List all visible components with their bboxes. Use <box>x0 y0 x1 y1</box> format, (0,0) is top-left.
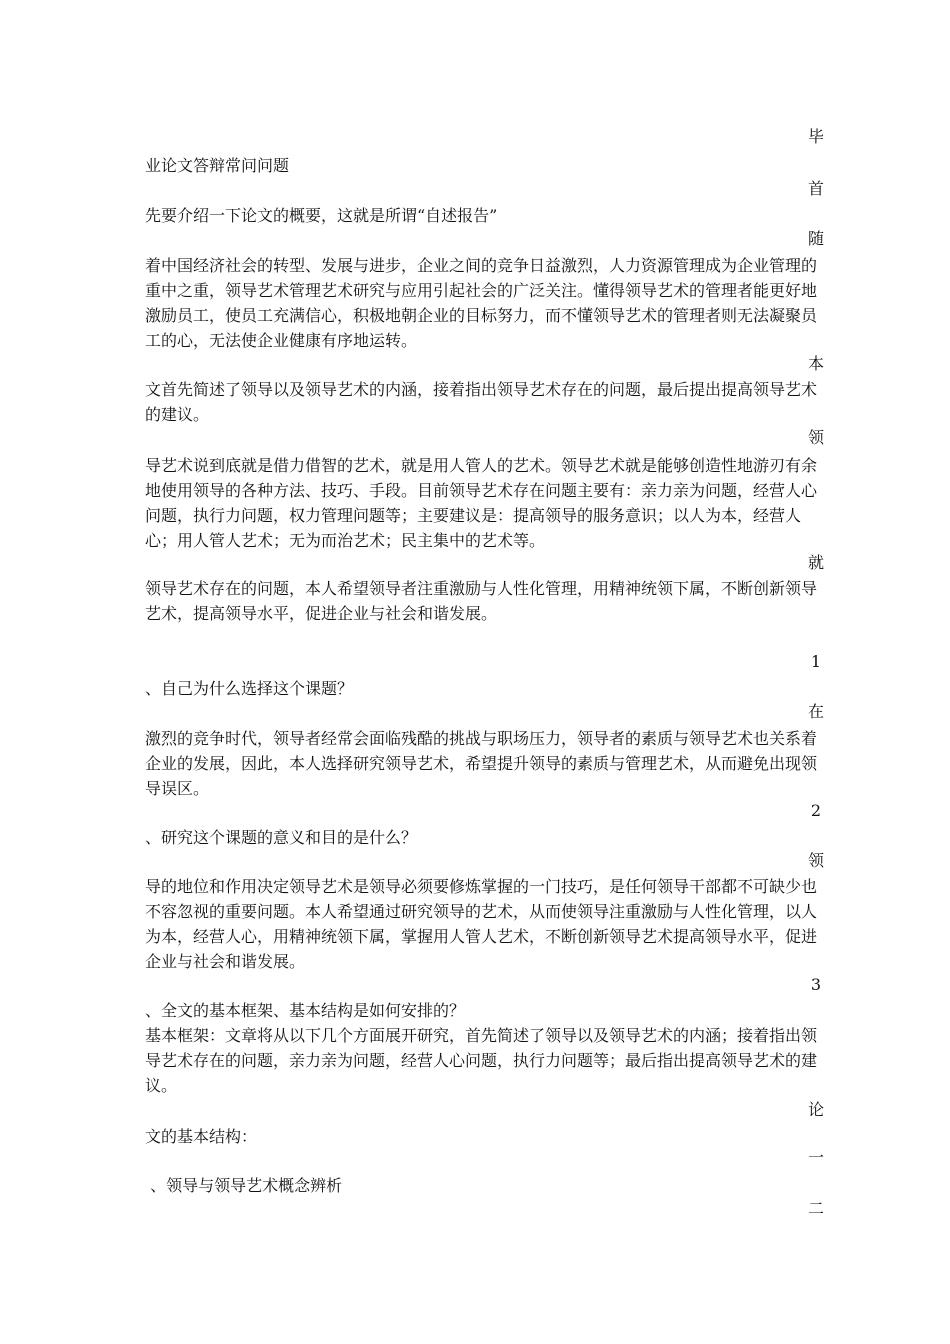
margin-char: 本 <box>807 354 824 373</box>
margin-char: 二 <box>807 1199 824 1218</box>
outline-item: 、领导与领导艺术概念辨析 <box>145 1176 343 1195</box>
answer-1: 激烈的竞争时代，领导者经常会面临残酷的挑战与职场压力，领导者的素质与领导艺术也关系着企业的发展，因此，本人选择研究领导艺术，希望提升领导的素质与管理艺术，从而避免出现领导误区。 <box>145 729 818 798</box>
margin-char: 2 <box>810 801 822 820</box>
paragraph-definition: 导艺术说到底就是借力借智的艺术，就是用人管人的艺术。领导艺术就是能够创造性地游刃有余地使用领导的各种方法、技巧、手段。目前领导艺术存在问题主要有：亲力亲为问题，经营人心问题，执行力问题，权力管理问题等；主要建议是：提高领导的服务意识；以人为本，经营人心；用人管人艺术；无为而治艺术；民主集中的艺术等。 <box>145 456 818 550</box>
intro-heading: 先要介绍一下论文的概要，这就是所谓“自述报告” <box>145 206 498 225</box>
document-title: 业论文答辩常问问题 <box>145 156 290 175</box>
margin-char: 论 <box>807 1100 824 1119</box>
margin-char: 3 <box>810 975 822 994</box>
paragraph-background: 着中国经济社会的转型、发展与进步，企业之间的竞争日益激烈，人力资源管理成为企业管理的重中之重，领导艺术管理艺术研究与应用引起社会的广泛关注。懂得领导艺术的管理者能更好地激励员工，使员工充满信心，积极地朝企业的目标努力，而不懂领导艺术的管理者则无法凝聚员工的心，无法使企业健康有序地运转。 <box>145 256 818 350</box>
paragraph-summary: 文首先简述了领导以及领导艺术的内涵，接着指出领导艺术存在的问题，最后提出提高领导艺术的建议。 <box>145 380 818 424</box>
margin-char: 在 <box>807 702 824 721</box>
question-2: 、研究这个课题的意义和目的是什么？ <box>145 828 418 847</box>
margin-char: 毕 <box>807 127 824 146</box>
margin-char: 领 <box>807 851 824 870</box>
margin-char: 随 <box>807 229 824 248</box>
question-3: 、全文的基本框架、基本结构是如何安排的？ <box>145 1001 466 1020</box>
margin-char: 一 <box>807 1148 824 1167</box>
answer-3: 基本框架：文章将从以下几个方面展开研究，首先简述了领导以及领导艺术的内涵；接着指出领导艺术存在的问题，亲力亲为问题，经营人心问题，执行力问题等；最后指出提高领导艺术的建议。 <box>145 1026 818 1095</box>
margin-char: 就 <box>807 553 824 572</box>
margin-char: 1 <box>810 652 822 671</box>
margin-char: 首 <box>807 179 824 198</box>
answer-2: 导的地位和作用决定领导艺术是领导必须要修炼掌握的一门技巧，是任何领导干部都不可缺少也不容忽视的重要问题。本人希望通过研究领导的艺术，从而使领导注重激励与人性化管理，以人为本，经营人心，用精神统领下属，掌握用人管人艺术，不断创新领导艺术提高领导水平，促进企业与社会和谐发展。 <box>145 877 818 971</box>
margin-char: 领 <box>807 428 824 447</box>
paragraph-conclusion: 领导艺术存在的问题，本人希望领导者注重激励与人性化管理，用精神统领下属，不断创新领导艺术，提高领导水平，促进企业与社会和谐发展。 <box>145 579 818 623</box>
structure-heading: 文的基本结构： <box>145 1127 258 1146</box>
question-1: 、自己为什么选择这个课题？ <box>145 679 354 698</box>
